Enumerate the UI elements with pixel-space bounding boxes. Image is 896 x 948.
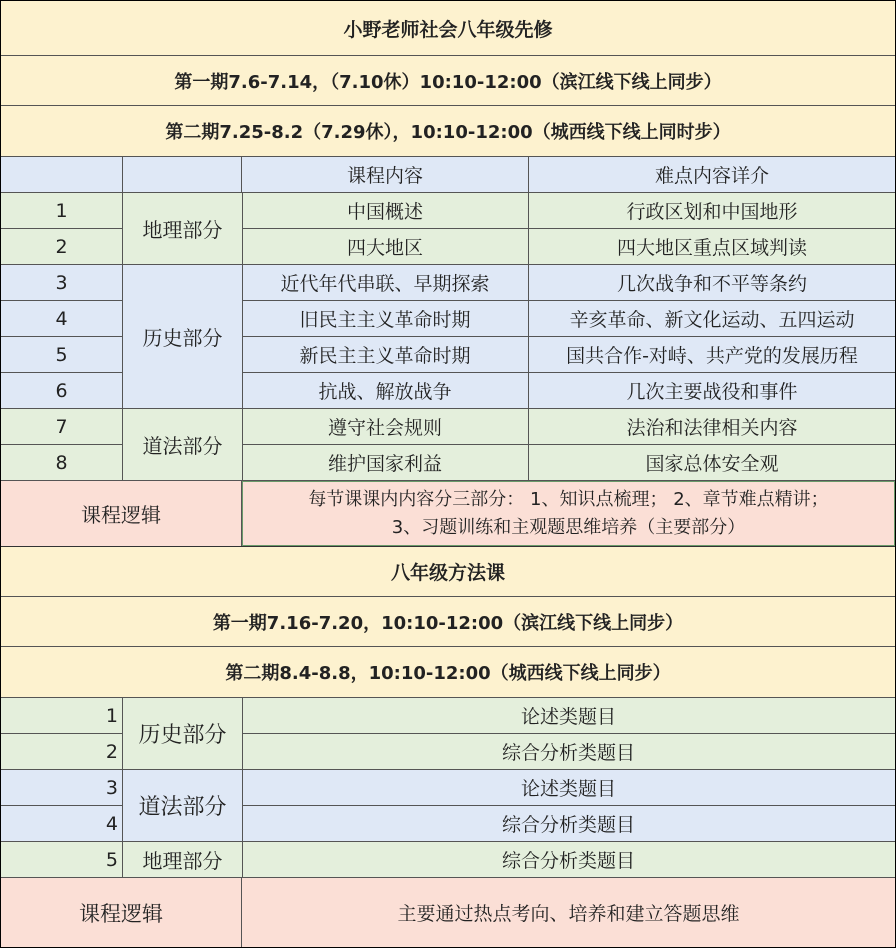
row-content: 抗战、解放战争 [242, 373, 529, 408]
row-detail: 四大地区重点区域判读 [616, 237, 807, 259]
row-content: 论述类题目 [520, 778, 616, 800]
row-content: 维护国家利益 [242, 445, 529, 480]
row-number: 1 [1, 698, 123, 733]
section2-period1: 第一期7.16-7.20，10:10-12:00（滨江线下线上同步） [1, 597, 895, 646]
row-detail: 辛亥革命、新文化运动、五四运动 [569, 309, 855, 331]
row-number: 5 [1, 842, 123, 877]
section1-title: 小野老师社会八年级先修 [1, 1, 895, 55]
row-detail: 几次主要战役和事件 [626, 381, 798, 403]
section2-logic-row [1, 878, 895, 947]
row-number: 7 [1, 409, 123, 444]
row-content: 中国概述 [242, 193, 529, 228]
row-content: 遵守社会规则 [242, 409, 529, 444]
group-history: 历史部分 [123, 265, 243, 409]
row-content: 论述类题目 [520, 706, 616, 728]
logic-description [242, 481, 895, 546]
logic-label: 课程逻辑 [1, 878, 242, 947]
header-blank-group [123, 157, 242, 192]
group-geography: 地理部分 [123, 842, 243, 878]
section1-period1: 第一期7.6-7.14，（7.10休）10:10-12:00（滨江线下线上同步） [1, 56, 895, 105]
row-content: 四大地区 [242, 229, 529, 264]
section1-period2-row [1, 106, 895, 157]
row-number: 3 [1, 265, 123, 300]
row-detail: 行政区划和中国地形 [626, 201, 798, 223]
row-detail: 几次战争和不平等条约 [616, 273, 807, 295]
group-law: 道法部分 [123, 770, 243, 842]
section2-title: 八年级方法课 [1, 547, 895, 596]
row-number: 2 [1, 734, 123, 769]
group-history: 历史部分 [123, 698, 243, 770]
row-number: 1 [1, 193, 123, 228]
row-content: 新民主主义革命时期 [242, 337, 529, 372]
section1-period2: 第二期7.25-8.2（7.29休），10:10-12:00（城西线下线上同时步） [1, 106, 895, 156]
section2-period1-row [1, 597, 895, 647]
section1-header-row [1, 157, 895, 193]
section2-period2-row [1, 647, 895, 698]
row-number: 4 [1, 301, 123, 336]
row-number: 3 [1, 770, 123, 805]
logic-description: 主要通过热点考向、培养和建立答题思维 [242, 878, 895, 947]
group-law: 道法部分 [123, 409, 243, 481]
row-content: 综合分析类题目 [501, 850, 635, 872]
row-detail: 国共合作-对峙、共产党的发展历程 [566, 345, 858, 367]
row-number: 2 [1, 229, 123, 264]
section2-title-row [1, 547, 895, 597]
header-detail: 难点内容详介 [654, 165, 769, 187]
row-content: 旧民主主义革命时期 [242, 301, 529, 336]
section1-logic-row [1, 481, 895, 547]
header-blank-no [1, 157, 123, 192]
row-number: 5 [1, 337, 123, 372]
group-geography: 地理部分 [123, 193, 243, 265]
section2-period2: 第二期8.4-8.8，10:10-12:00（城西线下线上同步） [1, 647, 895, 697]
logic-line-1: 每节课课内内容分三部分： 1、知识点梳理； 2、章节难点精讲； [308, 488, 829, 510]
row-content: 近代年代串联、早期探索 [242, 265, 529, 300]
row-content: 综合分析类题目 [501, 814, 635, 836]
row-number: 8 [1, 445, 123, 480]
header-content: 课程内容 [242, 157, 529, 192]
row-number: 4 [1, 806, 123, 841]
logic-label: 课程逻辑 [1, 481, 242, 546]
section1-title-row [1, 1, 895, 56]
row-content: 综合分析类题目 [501, 742, 635, 764]
logic-line-2: 3、习题训练和主观题思维培养（主要部分） [391, 516, 746, 538]
row-detail: 国家总体安全观 [645, 453, 779, 475]
row-number: 6 [1, 373, 123, 408]
section1-period1-row [1, 56, 895, 106]
row-detail: 法治和法律相关内容 [626, 417, 798, 439]
